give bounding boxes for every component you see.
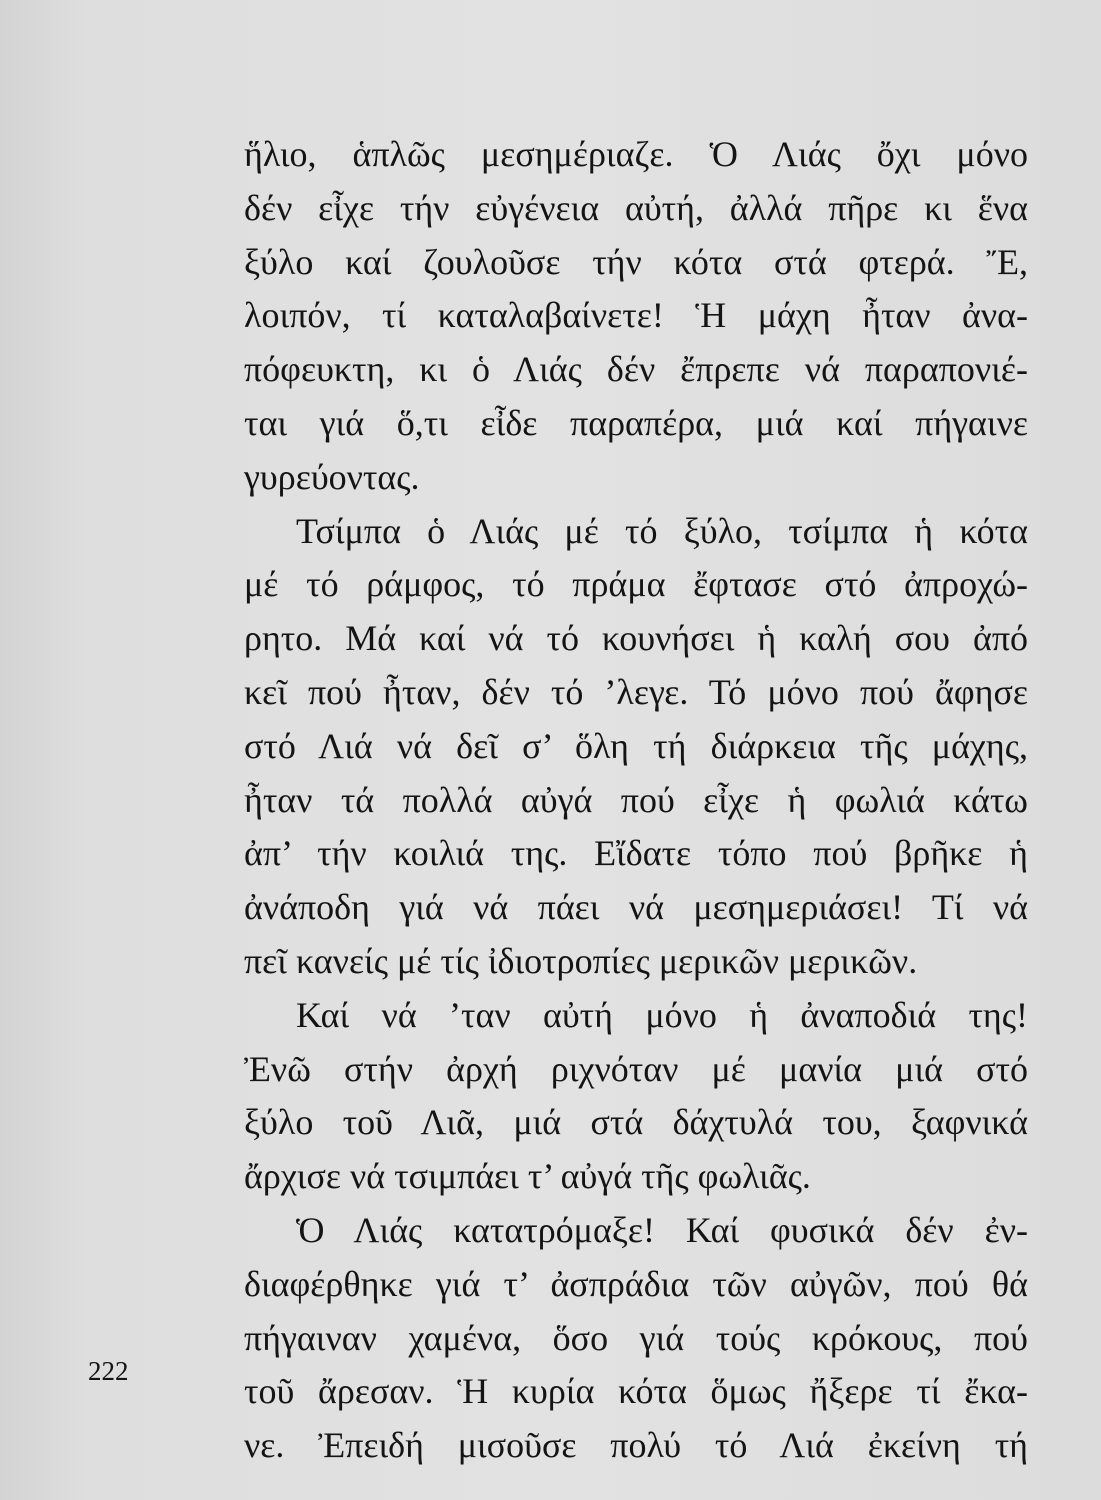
text-line: ξύλο καί ζουλοῦσε τήν κότα στά φτερά. Ἔ, [244,241,1028,282]
paragraph-start-line: Καί νά ’ταν αὐτή μόνο ἡ ἀναποδιά της! [296,994,1028,1035]
text-line: γυρεύοντας. [244,456,420,497]
text-line: πήγαιναν χαμένα, ὅσο γιά τούς κρόκους, πού [244,1317,1028,1358]
text-line: ἀνάποδη γιά νά πάει νά μεσημεριάσει! Τί νά [244,887,1028,928]
text-line: ἀπ’ τήν κοιλιά της. Εἴδατε τόπο πού βρῆκε ἡ [244,833,1028,874]
text-line: ἦταν τά πολλά αὐγά πού εἶχε ἡ φωλιά κάτω [244,779,1028,820]
text-line: στό Λιά νά δεῖ σ’ ὅλη τή διάρκεια τῆς μάχης, [244,725,1028,766]
text-column [244,128,1028,1473]
paragraph-start-line: Τσίμπα ὁ Λιάς μέ τό ξύλο, τσίμπα ἡ κότα [296,510,1028,551]
text-line: ξύλο τοῦ Λιᾶ, μιά στά δάχτυλά του, ξαφνικά [244,1102,1028,1143]
text-line: ἥλιο, ἁπλῶς μεσημέριαζε. Ὁ Λιάς ὄχι μόνο [244,134,1028,174]
text-line: μέ τό ράμφος, τό πράμα ἔφτασε στό ἀπροχώ- [244,564,1028,605]
text-line: Ἐνῶ στήν ἀρχή ριχνόταν μέ μανία μιά στό [244,1048,1028,1089]
page-number: 222 [88,1356,129,1386]
paragraph-start-line: Ὁ Λιάς κατατρόμαξε! Καί φυσικά δέν ἐν- [296,1209,1028,1250]
text-line: λοιπόν, τί καταλαβαίνετε! Ἡ μάχη ἦταν ἀνα- [244,295,1028,336]
text-line: ται γιά ὅ,τι εἶδε παραπέρα, μιά καί πήγαινε [244,402,1028,443]
text-line: νε. Ἐπειδή μισοῦσε πολύ τό Λιά ἐκείνη τή [244,1425,1028,1466]
text-line: πόφευκτη, κι ὁ Λιάς δέν ἔπρεπε νά παραπονιέ- [244,349,1028,390]
text-line: δέν εἶχε τήν εὐγένεια αὐτή, ἀλλά πῆρε κι ἕνα [244,187,1028,228]
text-line: ἄρχισε νά τσιμπάει τ’ αὐγά τῆς φωλιᾶς. [244,1156,811,1197]
text-line: πεῖ κανείς μέ τίς ἰδιοτροπίες μερικῶν μερικῶν. [244,940,918,981]
text-line: κεῖ πού ἦταν, δέν τό ’λεγε. Τό μόνο πού ἄφησε [244,671,1028,712]
text-line: διαφέρθηκε γιά τ’ ἀσπράδια τῶν αὐγῶν, πού θά [244,1263,1028,1304]
text-line: τοῦ ἄρεσαν. Ἡ κυρία κότα ὅμως ἤξερε τί ἔκα- [244,1371,1028,1412]
text-line: ρητο. Μά καί νά τό κουνήσει ἡ καλή σου ἀπό [244,618,1028,659]
